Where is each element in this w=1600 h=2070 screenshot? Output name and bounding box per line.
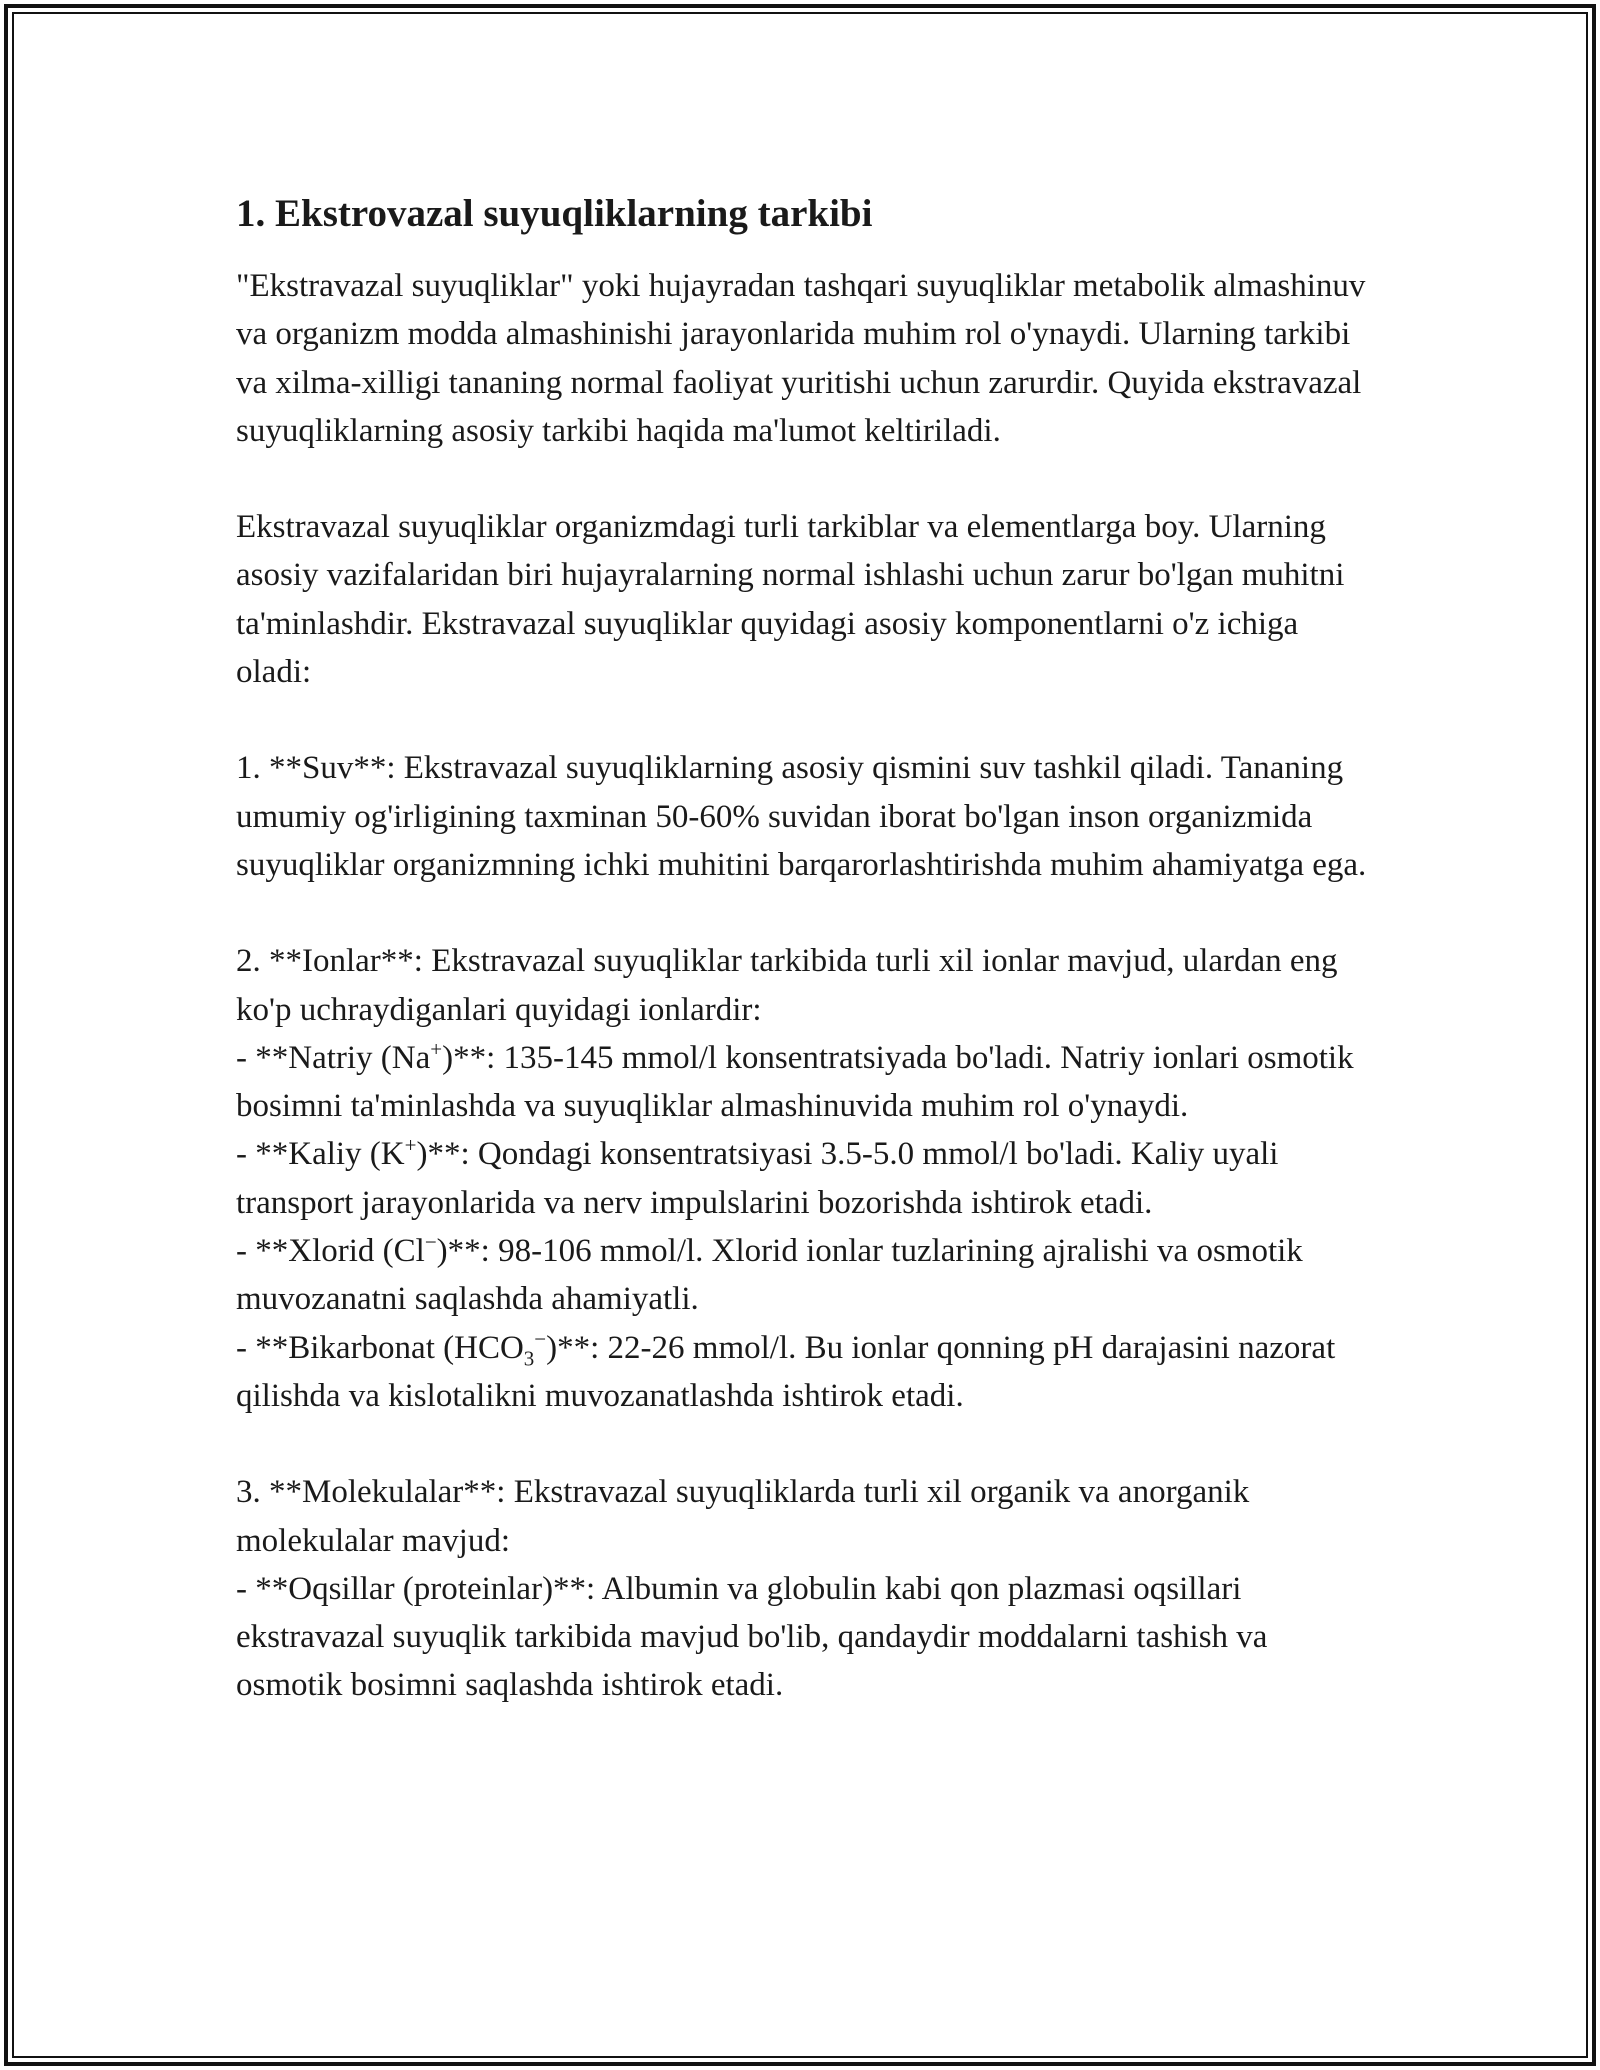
- item-molecules-lead: 3. **Molekulalar**: Ekstravazal suyuqliklarda turli xil organik va anorganik molekulalar mavjud:: [236, 1474, 1250, 1559]
- paragraph-gap: [236, 455, 1376, 503]
- section-heading: 1. Ekstrovazal suyuqliklarning tarkibi: [236, 192, 873, 235]
- intro-paragraph: "Ekstravazal suyuqliklar" yoki hujayradan tashqari suyuqliklar metabolik almashinuv va organizm modda almashinishi jarayonlarida muhim rol o'ynaydi. Ularning tarkibi va xilma-xilligi tananing normal faoliyat yuritishi uchun zarurdir. Quyida ekstravazal suyuqliklarning asosiy tarkibi haqida ma'lumot keltiriladi.: [236, 268, 1366, 449]
- molecule-proteins: - **Oqsillar (proteinlar)**: Albumin va globulin kabi qon plazmasi oqsillari ekstravazal suyuqlik tarkibida mavjud bo'lib, qandaydir moddalarni tashish va osmotik bosimni saqlashda ishtirok etadi.: [236, 1570, 1268, 1704]
- ion-chloride: - **Xlorid (Cl−)**: 98-106 mmol/l. Xlorid ionlar tuzlarining ajralishi va osmotik muvozanatni saqlashda ahamiyatli.: [236, 1230, 1303, 1318]
- item-water: 1. **Suv**: Ekstravazal suyuqliklarning asosiy qismini suv tashkil qiladi. Tananing umumiy og'irligining taxminan 50-60% suvidan iborat bo'lgan inson organizmida suyuqliklar organizmning ichki muhitini barqarorlashtirishda muhim ahamiyatga ega.: [236, 750, 1367, 883]
- ion-bicarbonate: - **Bikarbonat $(HCO_3^-)**$: 22-26 mmol/l. Bu ionlar qonning pH darajasini nazorat qilishda va kislotalikni muvozanatlashda ishtirok etadi.: [236, 1326, 1336, 1414]
- item-ions-lead: 2. **Ionlar**: Ekstravazal suyuqliklar tarkibida turli xil ionlar mavjud, ulardan eng ko'p uchraydiganlari quyidagi ionlardir:: [236, 943, 1338, 1028]
- ion-sodium: - **Natriy (Na+)**: 135-145 mmol/l konsentratsiyada bo'ladi. Natriy ionlari osmotik bosimni ta'minlashda va suyuqliklar almashinuvida muhim rol o'ynaydi.: [236, 1036, 1354, 1125]
- ion-potassium: - **Kaliy (K+)**: Qondagi konsentratsiyasi 3.5-5.0 mmol/l bo'ladi. Kaliy uyali transport jarayonlarida va nerv impulslarini bozorishda ishtirok etadi.: [236, 1133, 1279, 1221]
- paragraph-gap: [236, 696, 1376, 744]
- paragraph-gap: [236, 1420, 1376, 1468]
- paragraph-gap: [236, 889, 1376, 937]
- document-body: [236, 188, 1376, 1710]
- second-paragraph: Ekstravazal suyuqliklar organizmdagi turli tarkiblar va elementlarga boy. Ularning asosiy vazifalaridan biri hujayralarning normal ishlashi uchun zarur bo'lgan muhitni ta'minlashdir. Ekstravazal suyuqliklar quyidagi asosiy komponentlarni o'z ichiga oladi:: [236, 509, 1345, 691]
